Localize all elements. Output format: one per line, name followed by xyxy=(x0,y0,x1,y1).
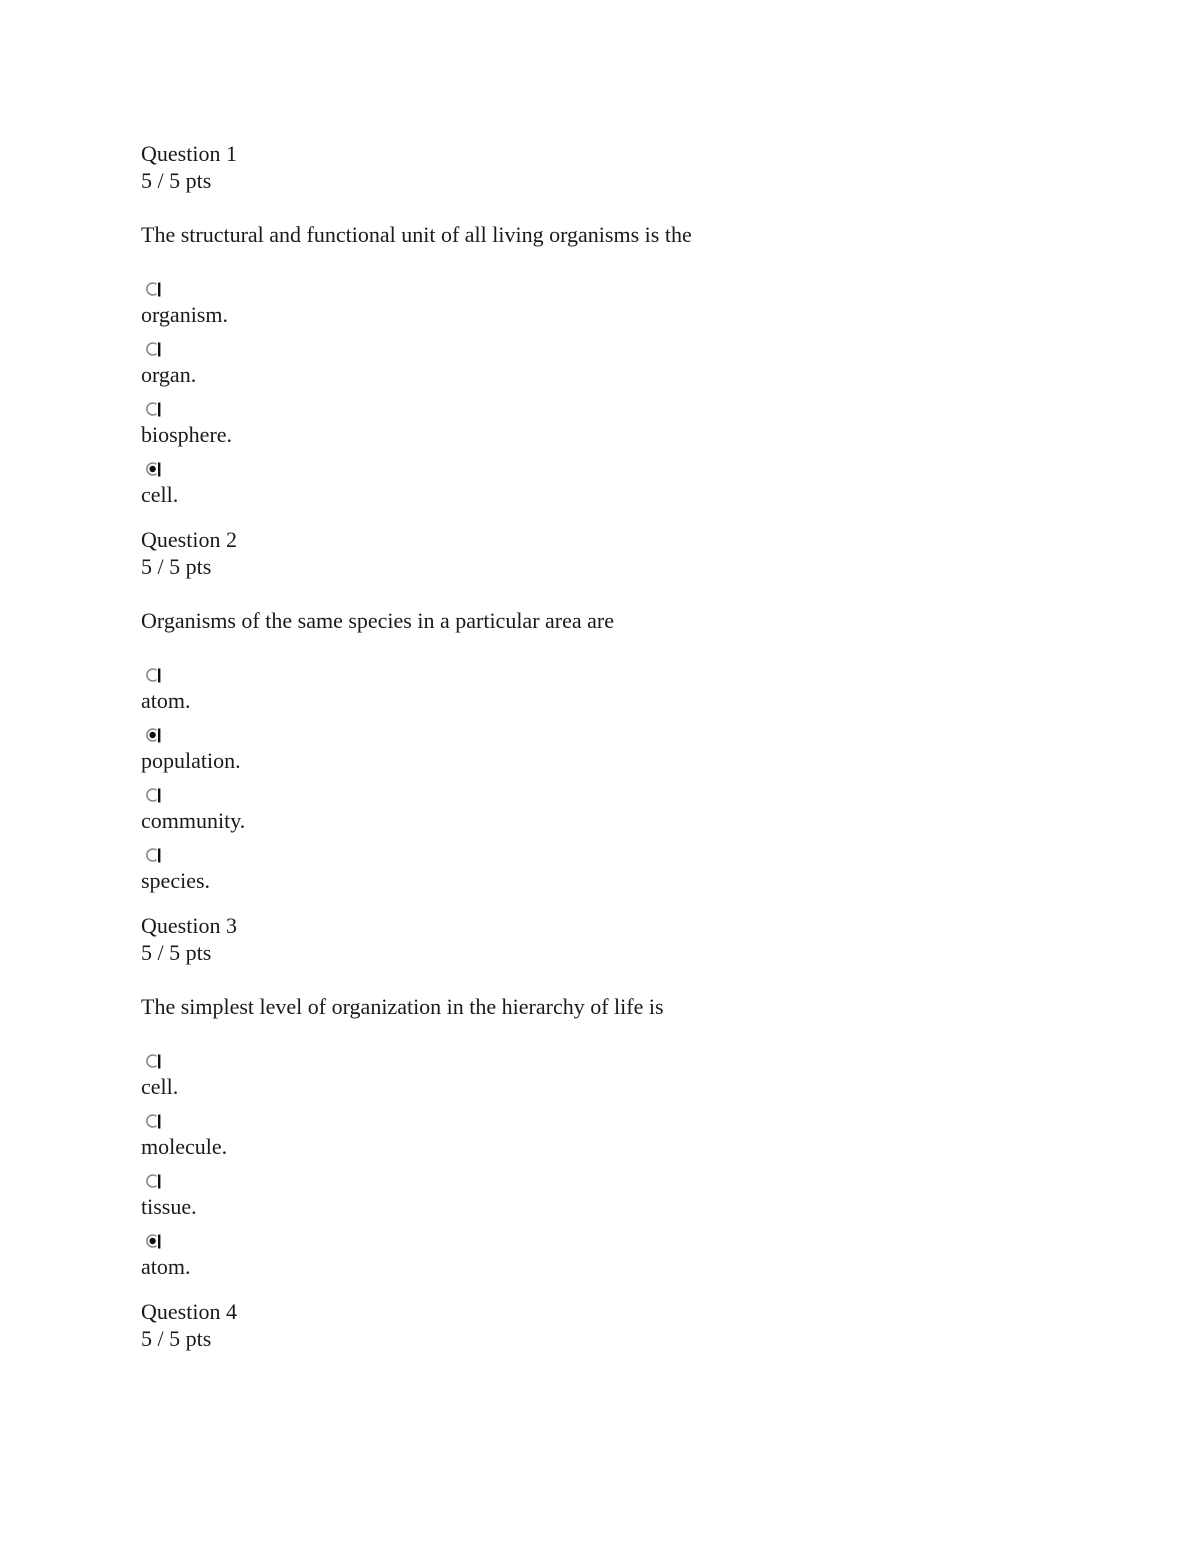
radio-icon[interactable] xyxy=(144,1112,162,1130)
answer-option xyxy=(141,398,1141,422)
answer-option xyxy=(141,784,1141,808)
answer-option xyxy=(141,278,1141,302)
answer-label: community. xyxy=(141,808,246,833)
quiz-results-page xyxy=(141,140,1141,1352)
answer-list xyxy=(141,278,1141,518)
radio-icon[interactable] xyxy=(144,1232,162,1250)
answer-list xyxy=(141,1050,1141,1290)
answer-option xyxy=(141,1230,1141,1254)
answer-option xyxy=(141,458,1141,482)
answer-label: atom. xyxy=(141,1254,191,1279)
answer-option xyxy=(141,844,1141,868)
radio-icon[interactable] xyxy=(144,400,162,418)
answer-option xyxy=(141,1170,1141,1194)
question-title: Question 3 xyxy=(141,913,237,938)
radio-icon[interactable] xyxy=(144,846,162,864)
question-prompt: The structural and functional unit of all living organisms is the xyxy=(141,222,692,247)
radio-icon[interactable] xyxy=(144,460,162,478)
answer-label: organism. xyxy=(141,302,228,327)
question-1 xyxy=(141,140,1141,518)
question-title: Question 2 xyxy=(141,527,237,552)
answer-label: molecule. xyxy=(141,1134,228,1159)
answer-label: population. xyxy=(141,748,241,773)
question-points: 5 / 5 pts xyxy=(141,1326,212,1351)
question-4 xyxy=(141,1298,1141,1352)
answer-label: atom. xyxy=(141,688,191,713)
question-3 xyxy=(141,912,1141,1290)
radio-icon[interactable] xyxy=(144,726,162,744)
answer-option xyxy=(141,338,1141,362)
radio-icon[interactable] xyxy=(144,786,162,804)
answer-option xyxy=(141,1050,1141,1074)
answer-label: cell. xyxy=(141,482,179,507)
answer-label: organ. xyxy=(141,362,197,387)
question-prompt: Organisms of the same species in a particular area are xyxy=(141,608,614,633)
radio-icon[interactable] xyxy=(144,666,162,684)
radio-icon[interactable] xyxy=(144,280,162,298)
question-title: Question 4 xyxy=(141,1299,237,1324)
answer-label: tissue. xyxy=(141,1194,197,1219)
question-prompt: The simplest level of organization in the hierarchy of life is xyxy=(141,994,664,1019)
answer-option xyxy=(141,664,1141,688)
answer-label: biosphere. xyxy=(141,422,233,447)
answer-option xyxy=(141,1110,1141,1134)
radio-icon[interactable] xyxy=(144,340,162,358)
question-2 xyxy=(141,526,1141,904)
answer-list xyxy=(141,664,1141,904)
answer-option xyxy=(141,724,1141,748)
question-points: 5 / 5 pts xyxy=(141,940,212,965)
question-points: 5 / 5 pts xyxy=(141,554,212,579)
radio-icon[interactable] xyxy=(144,1172,162,1190)
answer-label: cell. xyxy=(141,1074,179,1099)
question-points: 5 / 5 pts xyxy=(141,168,212,193)
radio-icon[interactable] xyxy=(144,1052,162,1070)
answer-label: species. xyxy=(141,868,211,893)
question-title: Question 1 xyxy=(141,141,237,166)
